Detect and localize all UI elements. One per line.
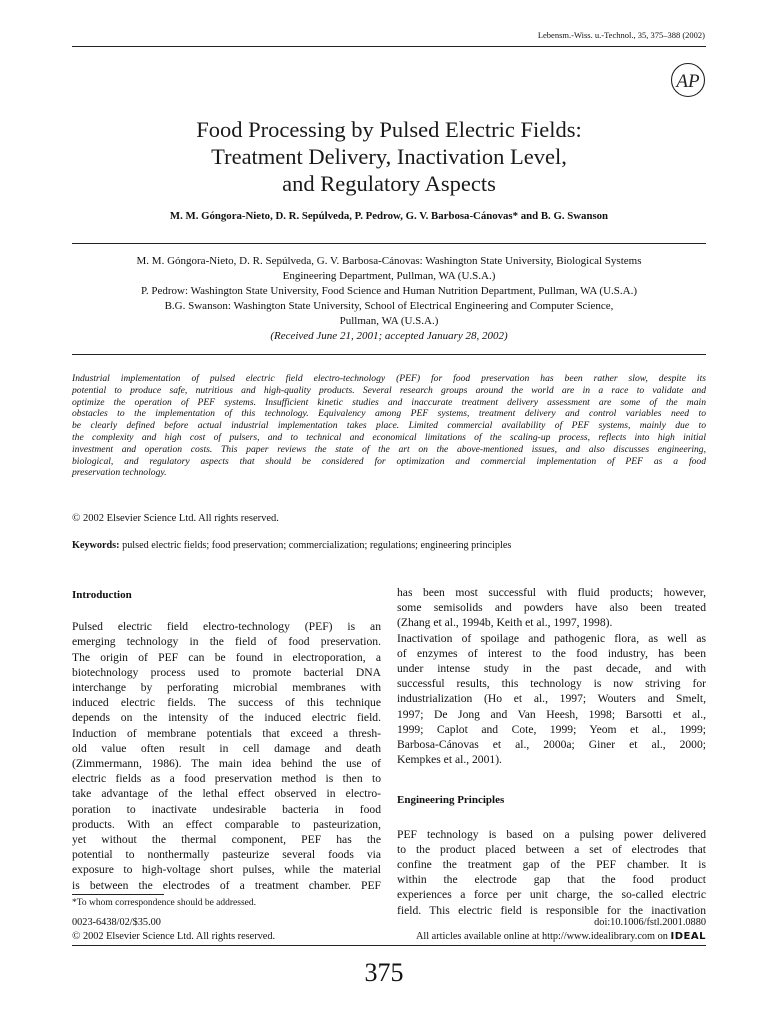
affiliation-line: Pullman, WA (U.S.A.) [339,315,439,327]
body-line: Inactivation of spoilage and pathogenic flora, as well as [397,631,706,645]
body-line: under intense study in the past decade, and with [397,662,706,676]
journal-reference: Lebensm.-Wiss. u.-Technol., 35, 375–388 (2002) [537,30,705,40]
keywords-text: pulsed electric fields; food preservation; commercialization; regulations; engineering principles [122,540,512,551]
copyright-symbol: © [72,512,81,524]
right-column [397,585,706,918]
affiliation-line: P. Pedrow: Washington State University, Food Science and Human Nutrition Department, Pullman, WA (U.S.A.) [141,285,637,297]
paper-title [72,116,706,197]
body-line: exposure to high-voltage short pulses, while the material [72,863,381,877]
abstract-line: optimize the operation of PEF systems. Insufficient kinetic studies and inaccurate treatment delivery assessment are some of the main [72,396,706,408]
body-line: products. With an effect comparable to pasteurization, [72,817,381,831]
issn: 0023-6438/02/$35.00 [72,917,161,928]
publication-info [72,916,275,943]
body-line: induced electric fields. The success of this technique [72,696,381,710]
left-column [72,588,381,893]
body-line: interchange by perforating microbial membranes with [72,681,381,695]
footer-rule [72,945,706,946]
body-line: is between the electrodes of a treatment chamber. PEF [72,878,381,892]
body-line: electric fields as a food preservation method is then to [72,772,381,786]
body-line: within the electrode gap that the food product [397,873,706,887]
affiliation-line: M. M. Góngora-Nieto, D. R. Sepúlveda, G. V. Barbosa-Cánovas: Washington State University, Biological Systems [136,255,642,267]
copyright-notice [72,512,279,524]
abstract [72,373,706,479]
received-dates: (Received June 21, 2001; accepted January 28, 2002) [270,330,508,342]
engineering-principles-heading: Engineering Principles [397,794,505,807]
title-line: and Regulatory Aspects [282,171,496,196]
affiliations-rule [72,354,706,355]
abstract-line: preservation technology. [72,467,167,479]
author-list: M. M. Góngora-Nieto, D. R. Sepúlveda, P. Pedrow, G. V. Barbosa-Cánovas* and B. G. Swanson [169,210,609,222]
body-line: of enzymes of interest to the food industry, has been [397,646,706,660]
body-line: PEF technology is based on a pulsing power delivered [397,827,706,841]
body-line: to the product placed between a set of electrodes that [397,842,706,856]
bottom-copyright [72,930,275,944]
body-line: 1997; De Jong and Van Heesh, 1998; Barsotti et al., [397,707,706,721]
body-line: Barbosa-Cánovas et al., 2000a; Giner et al., 2000; [397,738,706,752]
body-line: (Zhang et al., 1994b, Keith et al., 1997, 1998). [397,616,613,630]
body-line: take advantage of the lethal effect observed in electro- [72,787,381,801]
keywords [72,540,511,551]
title-line: Treatment Delivery, Inactivation Level, [211,144,567,169]
abstract-line: investment and operation costs. This paper reviews the state of the art on the above-mentioned issues, and also discusses engineering, [72,443,706,455]
abstract-line: biological, and regulatory aspects that should be considered for optimization and commercial implementation of PEF as a food [72,455,706,467]
introduction-heading: Introduction [72,589,132,601]
correspondence-footnote: *To whom correspondence should be addressed. [72,898,257,908]
body-line: (Zimmermann, 1986). The main idea behind the use of [72,757,381,771]
body-line: successful results, this technology is now striving for [397,677,706,691]
bottom-copyright-text: 2002 Elsevier Science Ltd. All rights reserved. [82,930,276,942]
abstract-line: potential to produce safe, nutritious and high-quality products. Several research groups around the world are in a race to validate and [72,384,706,396]
online-text: All articles available online at http://www.idealibrary.com on [415,930,668,942]
body-line: field. This electric field is responsible for the inactivation [397,903,706,917]
body-line: 1999; Caplot and Cote, 1999; Yeom et al., 1999; [397,722,706,736]
title-line: Food Processing by Pulsed Electric Fields: [196,117,582,142]
online-availability [416,930,706,944]
body-line: confine the treatment gap of the PEF chamber. It is [397,858,706,872]
online-info [416,916,706,943]
body-line: Induction of membrane potentials that exceed a thresh- [72,726,381,740]
body-line: old value often result in cell damage and death [72,741,381,755]
body-line: Pulsed electric field electro-technology (PEF) is an [72,620,381,634]
body-line: has been most successful with fluid products; however, [397,586,706,599]
affiliation-line: Engineering Department, Pullman, WA (U.S.A.) [282,270,496,282]
affiliations [72,254,706,344]
keywords-label: Keywords: [72,540,120,551]
body-line: biotechnology process used to promote bacterial DNA [72,665,381,679]
publisher-logo [670,62,706,98]
copyright-symbol: © [72,929,81,942]
header-rule [72,46,706,47]
body-line: industrialization (Ho et al., 1997; Wouters and Smelt, [397,692,706,706]
body-line: emerging technology in the field of food preservation. [72,635,381,649]
body-line: potential to nonthermally pasteurize several foods via [72,848,381,862]
body-line: Kempkes et al., 2001). [397,753,502,767]
doi: doi:10.1006/fstl.2001.0880 [594,917,706,928]
body-line: yet without the thermal component, PEF has the [72,833,381,847]
copyright-text: 2002 Elsevier Science Ltd. All rights reserved. [82,513,279,524]
authors-rule [72,243,706,244]
footnote-rule [72,894,164,895]
body-line: poration to inactivate undesirable bacteria in food [72,802,381,816]
abstract-line: be clearly defined before actual industrial implementation takes place. Limited commercial availability of PEF systems, mainly due to [72,420,706,432]
abstract-line: the complexity and high cost of pulsers, and to technical and economical limitations of the scaling-up process, reflects into high initial [72,431,706,443]
abstract-line: Industrial implementation of pulsed electric field electro-technology (PEF) for food preservation has been rather slow, despite its [72,373,706,384]
affiliation-line: B.G. Swanson: Washington State University, School of Electrical Engineering and Computer Science, [164,300,614,312]
body-line: The origin of PEF can be found in electroporation, a [72,650,381,664]
page-number: 375 [364,958,404,987]
body-line: depends on the intensity of the induced electric field. [72,711,381,725]
svg-text:AP: AP [676,71,700,92]
abstract-line: obstacles to the implementation of this technology. Equivalency among PEF systems, treatment delivery and control variables need to [72,408,706,420]
body-line: experiences a force per unit charge, the so-called electric [397,888,706,902]
ideal-logo: IDEAL [670,930,706,942]
body-line: some semisolids and powders have also been treated [397,601,706,615]
